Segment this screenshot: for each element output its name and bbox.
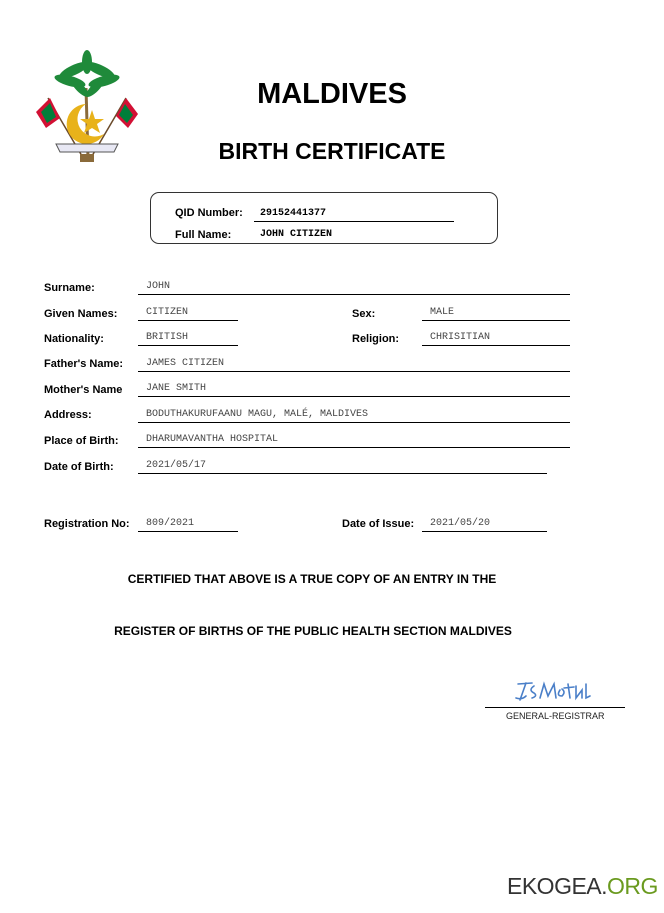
document-title: BIRTH CERTIFICATE	[218, 138, 446, 164]
place-of-birth-value: DHARUMAVANTHA HOSPITAL	[138, 433, 570, 448]
id-box	[150, 192, 498, 244]
given-names-value: CITIZEN	[138, 306, 238, 321]
date-of-issue-label: Date of Issue:	[342, 518, 415, 530]
certification-line-1: CERTIFIED THAT ABOVE IS A TRUE COPY OF AN ENTRY IN THE	[127, 572, 497, 586]
address-value: BODUTHAKURUFAANU MAGU, MALÉ, MALDIVES	[138, 408, 570, 423]
nationality-label: Nationality:	[44, 333, 104, 345]
religion-label: Religion:	[352, 333, 400, 345]
date-of-issue-value: 2021/05/20	[422, 517, 547, 532]
surname-value: JOHN	[138, 280, 570, 295]
father-name-label: Father's Name:	[44, 358, 124, 370]
registration-no-value: 809/2021	[138, 517, 238, 532]
qid-value: 29152441377	[254, 207, 454, 222]
watermark-part2: ORG	[607, 873, 658, 899]
date-of-birth-value: 2021/05/17	[138, 459, 547, 474]
place-of-birth-label: Place of Birth:	[44, 435, 119, 447]
mother-name-label: Mother's Name	[44, 384, 123, 396]
nationality-value: BRITISH	[138, 331, 238, 346]
watermark-part1: EKOGEA.	[507, 873, 608, 899]
full-name-value: JOHN CITIZEN	[260, 229, 333, 240]
sex-label: Sex:	[352, 308, 376, 320]
father-name-value: JAMES CITIZEN	[138, 357, 570, 372]
watermark	[507, 873, 658, 900]
country-title: MALDIVES	[257, 78, 407, 110]
certification-line-2: REGISTER OF BIRTHS OF THE PUBLIC HEALTH SECTION MALDIVES	[114, 624, 512, 638]
sex-value: MALE	[422, 306, 570, 321]
registrar-title: GENERAL-REGISTRAR	[506, 711, 605, 721]
given-names-label: Given Names:	[44, 308, 118, 320]
mother-name-value: JANE SMITH	[138, 382, 570, 397]
registration-no-label: Registration No:	[44, 518, 130, 530]
signature-image	[512, 678, 592, 704]
address-label: Address:	[44, 409, 92, 421]
full-name-label: Full Name:	[175, 229, 232, 241]
signature-line	[485, 707, 625, 708]
religion-value: CHRISITIAN	[422, 331, 570, 346]
qid-label: QID Number:	[175, 207, 243, 219]
date-of-birth-label: Date of Birth:	[44, 461, 114, 473]
surname-label: Surname:	[44, 282, 95, 294]
